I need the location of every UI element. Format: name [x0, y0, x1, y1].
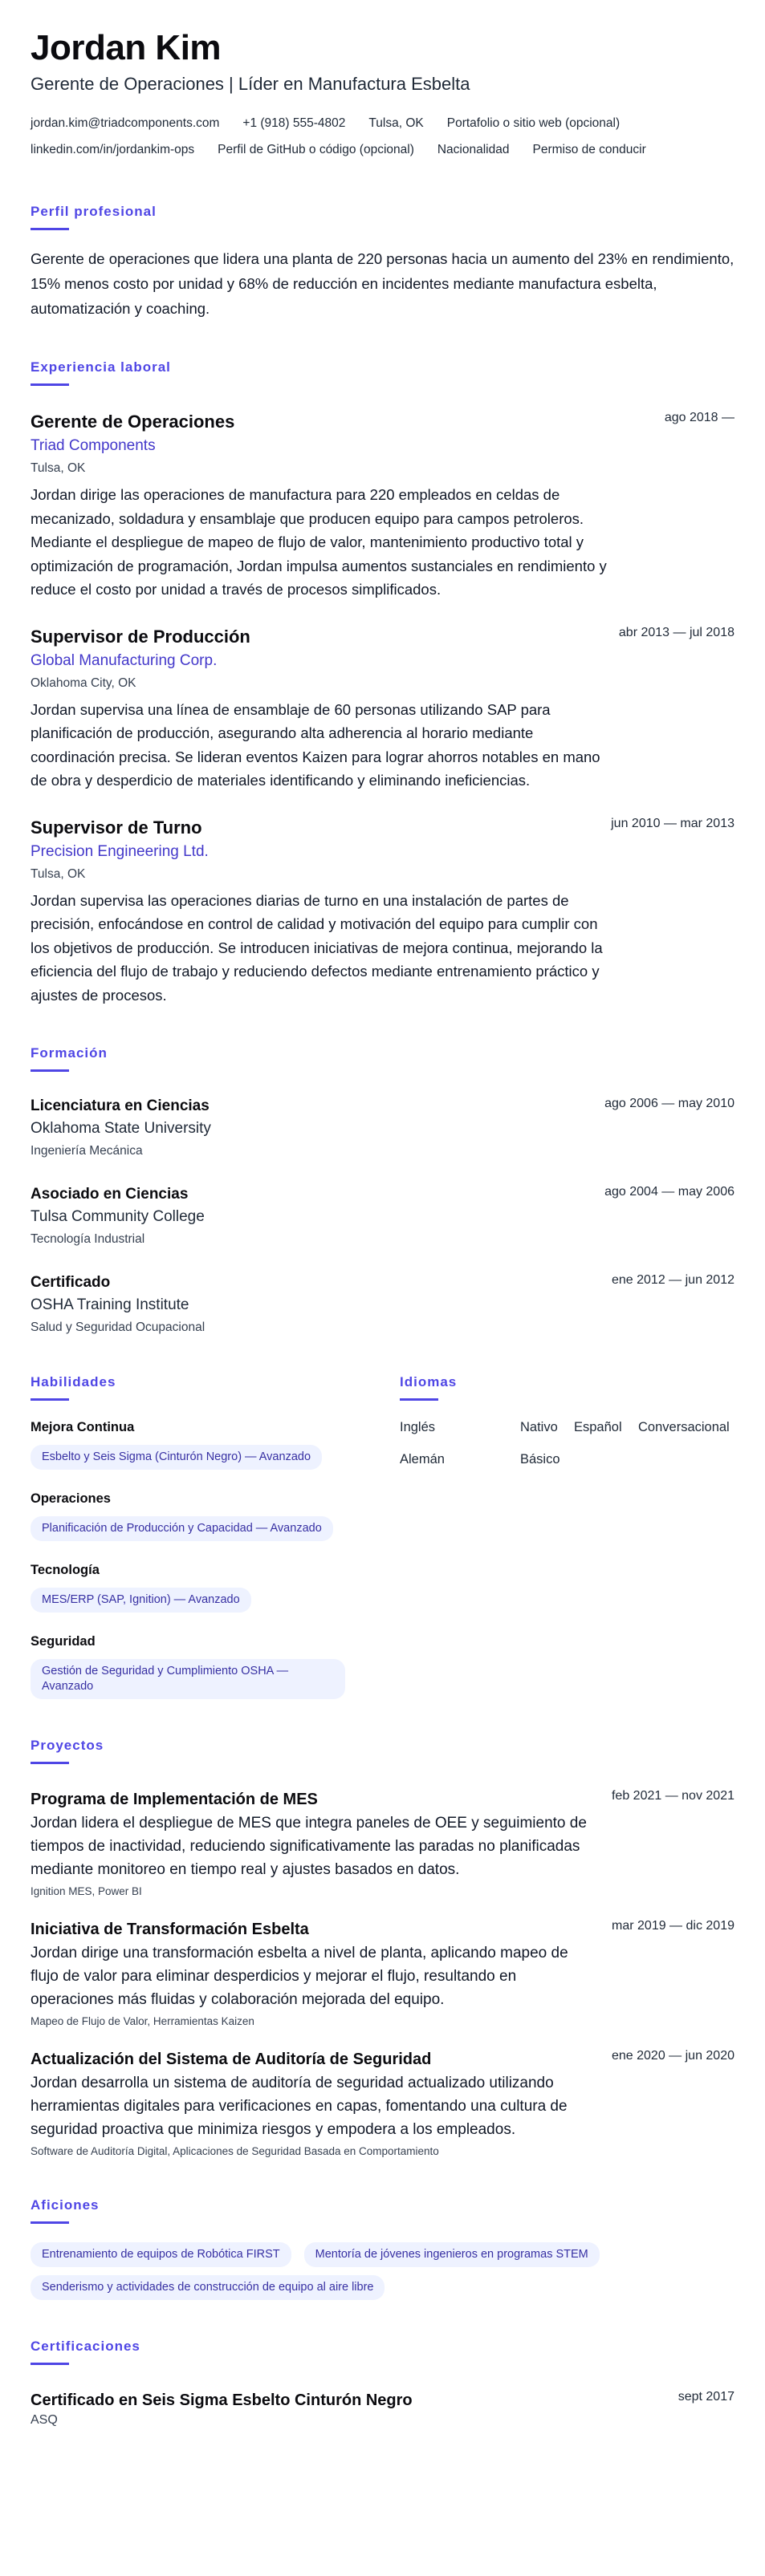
summary-section	[31, 204, 734, 321]
languages-section	[400, 1374, 734, 1699]
job-location: Tulsa, OK	[31, 866, 86, 881]
section-title: Proyectos	[31, 1738, 104, 1753]
language-name: Alemán	[400, 1452, 445, 1466]
section-title: Idiomas	[400, 1374, 458, 1389]
project-entry	[31, 1789, 734, 1899]
language-row	[400, 1419, 734, 1435]
certifications-section	[31, 2339, 734, 2428]
hobby-chip: Senderismo y actividades de construcción de equipo al aire libre	[31, 2275, 385, 2300]
section-title: Certificaciones	[31, 2339, 140, 2354]
hobby-chip: Mentoría de jóvenes ingenieros en programas STEM	[304, 2242, 600, 2267]
skills-languages-row	[31, 1374, 734, 1699]
experience-section	[31, 359, 734, 1007]
contact-nationality: Nacionalidad	[437, 143, 510, 156]
job-title: Supervisor de Turno	[31, 817, 202, 838]
summary-text: Gerente de operaciones que lidera una planta de 220 personas hacia un aumento del 23% en rendimiento, 15% menos costo por unidad y 68% de reducción en incidentes mediante manufactura esbelta, automatización y coaching.	[31, 250, 734, 317]
entry-dates: ago 2006 — may 2010	[604, 1097, 734, 1110]
entry-dates: jun 2010 — mar 2013	[611, 816, 734, 830]
school-name: OSHA Training Institute	[31, 1296, 189, 1313]
skill-category: Operaciones	[31, 1491, 111, 1506]
job-title: Supervisor de Producción	[31, 626, 250, 647]
entry-dates: ago 2018 —	[664, 411, 734, 424]
job-description: Jordan supervisa una línea de ensamblaje de 60 personas utilizando SAP para planificación de producción, asegurando alta adherencia al horario mediante coordinación precisa. Se lideran eventos Kaizen para lograr ahorros notables en mano de obra y desperdicio de materiales identificando y eliminando ineficiencias.	[31, 700, 600, 789]
contact-email[interactable]: jordan.kim@triadcomponents.com	[31, 116, 220, 130]
skill-chip	[31, 1659, 345, 1699]
skill-chip: Esbelto y Seis Sigma (Cinturón Negro) — Avanzado	[31, 1445, 322, 1470]
section-divider	[400, 1398, 438, 1401]
language-name: Español	[574, 1420, 622, 1434]
section-divider	[31, 383, 69, 386]
skill-chip: MES/ERP (SAP, Ignition) — Avanzado	[31, 1588, 251, 1613]
field-of-study: Salud y Seguridad Ocupacional	[31, 1320, 205, 1334]
language-level: Conversacional	[638, 1420, 730, 1434]
language-level: Básico	[520, 1452, 560, 1466]
education-entry	[31, 1097, 734, 1159]
job-location: Oklahoma City, OK	[31, 675, 136, 690]
skill-category: Seguridad	[31, 1634, 96, 1649]
candidate-name: Jordan Kim	[31, 28, 222, 67]
degree: Licenciatura en Ciencias	[31, 1097, 210, 1114]
project-description: Jordan dirige una transformación esbelta a nivel de planta, aplicando mapeo de flujo de valor para eliminar desperdicios y mejorar el flujo, resultando en operaciones más fluidas y colaboración mejorada del equipo.	[31, 1945, 568, 2008]
entry-dates: sept 2017	[678, 2390, 734, 2404]
project-entry	[31, 1919, 734, 2029]
entry-dates: abr 2013 — jul 2018	[618, 625, 734, 639]
experience-entry	[31, 817, 734, 1008]
job-description: Jordan dirige las operaciones de manufactura para 220 empleados en celdas de mecanizado, soldadura y ensamblaje que producen equipo para campos petroleros. Mediante el despliegue de mapeo de flujo de valor, mantenimiento productivo total y optimización de programación, Jordan impulsa aumentos sustanciales en rendimiento y reduce el costo por unidad a través de procesos simplificados.	[31, 486, 607, 598]
contact-phone[interactable]: +1 (918) 555-4802	[242, 116, 346, 130]
skill-chip-line: Avanzado	[42, 1680, 94, 1693]
certification-name: Certificado en Seis Sigma Esbelto Cinturón Negro	[31, 2391, 413, 2409]
skill-category: Mejora Continua	[31, 1420, 135, 1434]
contact-list	[31, 116, 734, 157]
company-name: Global Manufacturing Corp.	[31, 651, 218, 669]
education-section	[31, 1045, 734, 1336]
language-level: Nativo	[520, 1420, 558, 1434]
skill-chip: Planificación de Producción y Capacidad — Avanzado	[31, 1516, 333, 1541]
section-divider	[31, 2363, 69, 2365]
section-divider	[31, 228, 69, 230]
contact-linkedin[interactable]: linkedin.com/in/jordankim-ops	[31, 143, 195, 156]
degree: Certificado	[31, 1274, 111, 1291]
project-entry	[31, 2049, 734, 2159]
contact-portfolio[interactable]: Portafolio o sitio web (opcional)	[446, 116, 621, 130]
project-tools: Software de Auditoría Digital, Aplicaciones de Seguridad Basada en Comportamiento	[31, 2145, 439, 2157]
education-entry	[31, 1185, 734, 1247]
contact-github[interactable]: Perfil de GitHub o código (opcional)	[218, 143, 414, 156]
contact-location: Tulsa, OK	[368, 116, 424, 130]
project-name: Actualización del Sistema de Auditoría de Seguridad	[31, 2051, 432, 2068]
section-title: Experiencia laboral	[31, 359, 171, 375]
school-name: Tulsa Community College	[31, 1208, 205, 1225]
experience-entry	[31, 411, 734, 602]
project-name: Programa de Implementación de MES	[31, 1791, 318, 1808]
language-name: Inglés	[400, 1420, 436, 1434]
hobbies-section	[31, 2197, 734, 2300]
skills-section	[31, 1374, 400, 1699]
certification-issuer: ASQ	[31, 2413, 58, 2427]
section-title: Formación	[31, 1045, 108, 1061]
education-entry	[31, 1273, 734, 1336]
section-divider	[31, 1069, 69, 1072]
hobby-list	[31, 2242, 734, 2300]
entry-dates: ene 2012 — jun 2012	[611, 1273, 734, 1287]
section-divider	[31, 1398, 69, 1401]
job-description: Jordan supervisa las operaciones diarias de turno en una instalación de partes de precisión, enfocándose en control de calidad y motivación del equipo para cumplir con los objetivos de producción. Se introducen iniciativas de mejora continua, mejorando la eficiencia del flujo de trabajo y reduciendo defectos mediante entrenamiento práctico y ajustes de procesos.	[31, 891, 603, 1004]
entry-dates: ene 2020 — jun 2020	[611, 2049, 734, 2063]
entry-dates: feb 2021 — nov 2021	[611, 1789, 734, 1803]
projects-section	[31, 1738, 734, 2159]
field-of-study: Tecnología Industrial	[31, 1232, 145, 1246]
headline: Gerente de Operaciones | Líder en Manufactura Esbelta	[31, 74, 470, 94]
company-name: Triad Components	[31, 437, 156, 454]
entry-dates: mar 2019 — dic 2019	[612, 1919, 734, 1933]
resume	[31, 27, 734, 2428]
entry-dates: ago 2004 — may 2006	[604, 1185, 734, 1199]
field-of-study: Ingeniería Mecánica	[31, 1144, 143, 1158]
experience-entry	[31, 626, 734, 793]
job-location: Tulsa, OK	[31, 461, 86, 475]
section-title: Perfil profesional	[31, 204, 157, 219]
skill-category: Tecnología	[31, 1563, 100, 1577]
language-row	[400, 1451, 734, 1467]
job-title: Gerente de Operaciones	[31, 412, 235, 432]
company-name: Precision Engineering Ltd.	[31, 842, 209, 860]
section-title: Habilidades	[31, 1374, 116, 1389]
section-title: Aficiones	[31, 2197, 100, 2213]
project-description: Jordan desarrolla un sistema de auditoría de seguridad actualizado utilizando herramientas digitales para verificaciones en capas, fomentando una cultura de seguridad proactiva que minimiza riesgos y empodera a los empleados.	[31, 2075, 568, 2138]
section-divider	[31, 2221, 69, 2224]
section-divider	[31, 1762, 69, 1764]
contact-driving-license: Permiso de conducir	[532, 143, 646, 156]
certification-entry	[31, 2390, 734, 2428]
project-tools: Ignition MES, Power BI	[31, 1885, 142, 1897]
header	[31, 27, 734, 157]
skill-chip-line: Gestión de Seguridad y Cumplimiento OSHA —	[42, 1665, 289, 1677]
school-name: Oklahoma State University	[31, 1120, 211, 1137]
hobby-chip: Entrenamiento de equipos de Robótica FIRST	[31, 2242, 291, 2267]
project-tools: Mapeo de Flujo de Valor, Herramientas Kaizen	[31, 2015, 254, 2027]
project-description: Jordan lidera el despliegue de MES que integra paneles de OEE y seguimiento de tiempos de inactividad, reduciendo significativamente las paradas no planificadas mediante monitoreo en tiempo real y ajustes basados en datos.	[31, 1815, 587, 1878]
degree: Asociado en Ciencias	[31, 1186, 189, 1203]
project-name: Iniciativa de Transformación Esbelta	[31, 1921, 309, 1938]
